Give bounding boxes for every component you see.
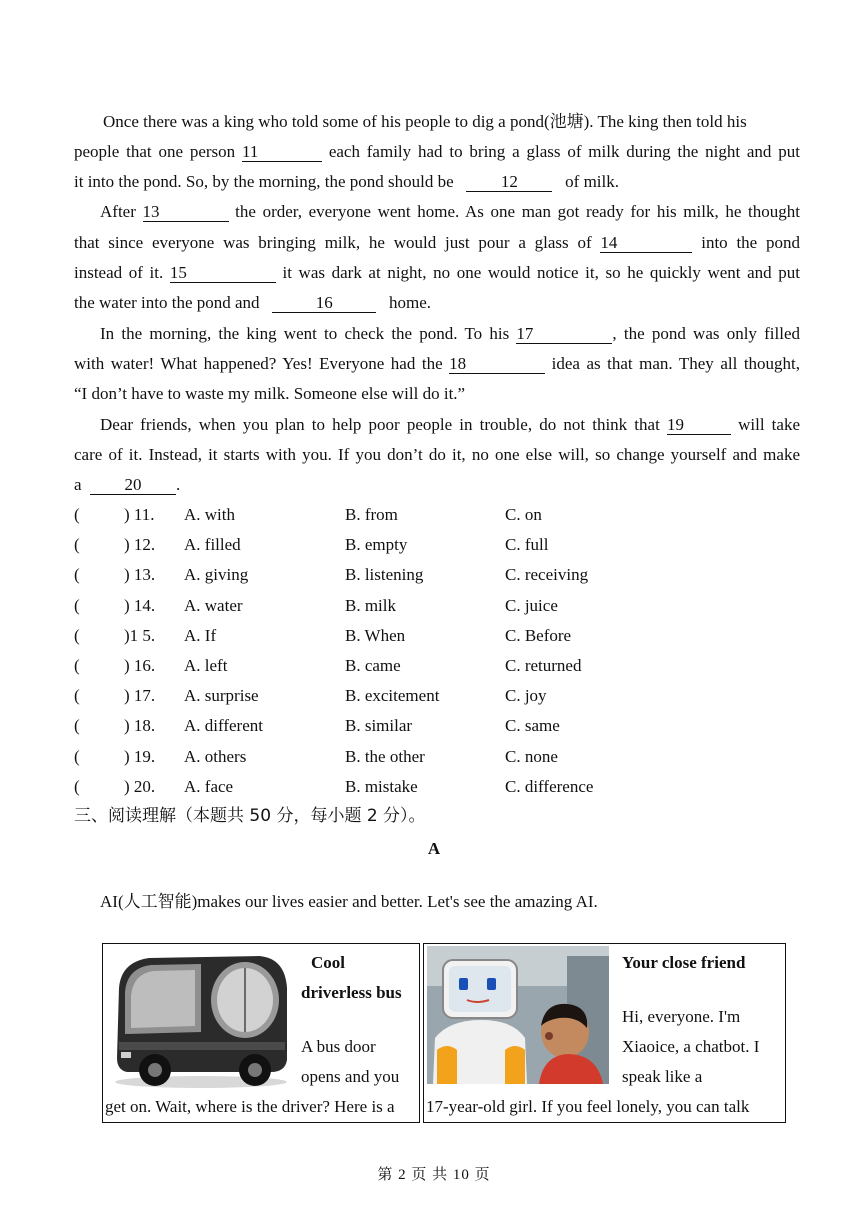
passage-line-3 [74, 172, 800, 192]
option-b: B. empty [345, 535, 408, 555]
question-number: ) 13. [124, 565, 156, 585]
card-title-line-1: Cool [311, 953, 345, 972]
option-c: C. full [505, 535, 549, 555]
card-close-friend [423, 943, 786, 1123]
question-row [74, 747, 800, 767]
option-b: B. milk [345, 595, 397, 615]
question-row [74, 535, 800, 555]
section-heading: 三、阅读理解（本题共 50 分，每小题 2 分）。 [74, 806, 426, 826]
option-c: C. returned [505, 656, 582, 675]
passage-line-4 [100, 202, 800, 222]
option-a: A. face [184, 776, 234, 796]
card-driverless-bus [102, 943, 420, 1123]
option-c: C. on [505, 505, 542, 524]
option-c: C. juice [505, 595, 558, 615]
option-a: A. giving [184, 565, 249, 585]
intro-text: AI(人工智能)makes our lives easier and better. Let's see the amazing AI. [100, 892, 598, 911]
passage-line-2 [74, 142, 800, 162]
passage-line-5 [74, 233, 800, 253]
option-c: C. Before [505, 625, 572, 645]
option-b: B. excitement [345, 686, 440, 706]
passage-line-11 [100, 415, 800, 435]
option-c: C. same [505, 716, 560, 736]
option-a: A. with [184, 505, 235, 524]
blank-17[interactable]: 17 [516, 325, 612, 344]
blank-14[interactable]: 14 [600, 234, 692, 253]
passage-text: will take [738, 415, 800, 434]
option-b: B. from [345, 505, 398, 524]
question-number: ) 14. [124, 595, 156, 615]
blank-15[interactable]: 15 [170, 264, 276, 283]
passage-text: care of it. Instead, it starts with you. If you don’t do it, no one else will, so change yourself and make [74, 445, 800, 464]
blank-16[interactable]: 16 [272, 294, 376, 313]
option-b: B. the other [345, 746, 425, 766]
option-c: C. none [505, 746, 558, 766]
passage-text: . [176, 475, 181, 494]
passage-text: “I don’t have to waste my milk. Someone else will do it.” [74, 384, 466, 403]
passage-text: the order, everyone went home. As one man got ready for his milk, he thought [235, 202, 800, 221]
question-row [74, 777, 800, 797]
blank-20[interactable]: 20 [90, 476, 176, 495]
page-footer: 第 2 页 共 10 页 [377, 1167, 491, 1183]
passage-text: Dear friends, when you plan to help poor people in trouble, do not think that [100, 415, 660, 434]
option-c: C. receiving [505, 565, 589, 585]
passage-line-8 [100, 324, 800, 344]
question-row [74, 565, 800, 585]
option-b: B. came [345, 656, 401, 675]
passage-text: each family had to bring a glass of milk during the night and put [328, 142, 800, 161]
passage-text: into the pond [701, 233, 801, 252]
card-text-line: Hi, everyone. I'm [622, 1007, 741, 1026]
passage-line-9 [74, 354, 800, 374]
passage-text: people that one person [74, 142, 236, 161]
question-row [74, 596, 800, 616]
question-number: )1 5. [124, 625, 156, 645]
passage-text: the water into the pond and [74, 293, 260, 312]
passage-text: After [100, 202, 136, 221]
answer-bracket[interactable]: ( [74, 746, 80, 766]
passage-text: with water! What happened? Yes! Everyone had the [74, 354, 443, 373]
answer-bracket[interactable]: ( [74, 776, 80, 796]
card-text-line: speak like a [622, 1067, 703, 1086]
answer-bracket[interactable]: ( [74, 625, 80, 645]
blank-19[interactable]: 19 [667, 416, 731, 435]
blank-18[interactable]: 18 [449, 355, 545, 374]
subsection-heading: A [427, 839, 441, 858]
question-row [74, 656, 800, 676]
passage-text: that since everyone was bringing milk, he would just pour a glass of [74, 233, 592, 252]
question-row [74, 505, 800, 525]
blank-11[interactable]: 11 [242, 143, 322, 162]
passage-text: of milk. [565, 172, 619, 191]
option-a: A. filled [184, 535, 241, 555]
option-c: C. difference [505, 776, 594, 796]
passage-text: Once there was a king who told some of his people to dig a pond(池塘). The king then told his [103, 112, 747, 131]
passage-text: instead of it. [74, 263, 164, 282]
option-a: A. others [184, 746, 247, 766]
question-row [74, 686, 800, 706]
answer-bracket[interactable]: ( [74, 565, 80, 585]
option-b: B. listening [345, 565, 424, 585]
answer-bracket[interactable]: ( [74, 535, 80, 555]
card-text-line: opens and you [301, 1067, 400, 1086]
passage-text: , the pond was only filled [612, 324, 801, 343]
passage-line-10 [74, 384, 800, 404]
passage-line-7 [74, 293, 800, 313]
option-b: B. similar [345, 716, 413, 736]
passage-line-6 [74, 263, 800, 283]
option-c: C. joy [505, 686, 547, 706]
passage-text: In the morning, the king went to check the pond. To his [100, 324, 510, 343]
question-number: ) 18. [124, 716, 156, 736]
option-a: A. If [184, 625, 217, 645]
passage-line-1 [103, 112, 800, 132]
question-row [74, 716, 800, 736]
answer-bracket[interactable]: ( [74, 505, 80, 524]
option-b: B. When [345, 625, 406, 645]
passage-text: it was dark at night, no one would notice it, so he quickly went and put [282, 263, 801, 282]
passage-line-12 [74, 445, 800, 465]
card-title-line-2: driverless bus [301, 983, 402, 1002]
card-title: Your close friend [622, 953, 746, 972]
option-a: A. water [184, 595, 243, 615]
card-text-line: A bus door [301, 1037, 376, 1056]
option-a: A. surprise [184, 686, 259, 706]
answer-bracket[interactable]: ( [74, 716, 80, 736]
question-number: ) 19. [124, 746, 156, 766]
answer-bracket[interactable]: ( [74, 656, 80, 675]
driverless-bus-image [109, 948, 291, 1090]
passage-text: a [74, 475, 82, 494]
answer-bracket[interactable]: ( [74, 595, 80, 615]
card-text-line: get on. Wait, where is the driver? Here is a [105, 1097, 395, 1116]
passage-text: home. [389, 293, 432, 312]
question-number: ) 16. [124, 656, 156, 675]
option-a: A. left [184, 656, 228, 675]
card-text-line: 17-year-old girl. If you feel lonely, you can talk [426, 1097, 750, 1116]
answer-bracket[interactable]: ( [74, 686, 80, 706]
card-text-line: Xiaoice, a chatbot. I [622, 1037, 760, 1056]
question-number: ) 12. [124, 535, 156, 555]
passage-line-13 [74, 475, 800, 495]
question-number: ) 20. [124, 776, 156, 796]
passage-text: it into the pond. So, by the morning, the pond should be [74, 172, 454, 191]
question-number: ) 17. [124, 686, 156, 706]
question-row [74, 626, 800, 646]
question-number: ) 11. [124, 505, 155, 524]
blank-12[interactable]: 12 [466, 173, 552, 192]
blank-13[interactable]: 13 [143, 203, 229, 222]
option-b: B. mistake [345, 776, 418, 796]
robot-child-image [427, 946, 609, 1084]
option-a: A. different [184, 716, 263, 736]
passage-text: idea as that man. They all thought, [551, 354, 801, 373]
